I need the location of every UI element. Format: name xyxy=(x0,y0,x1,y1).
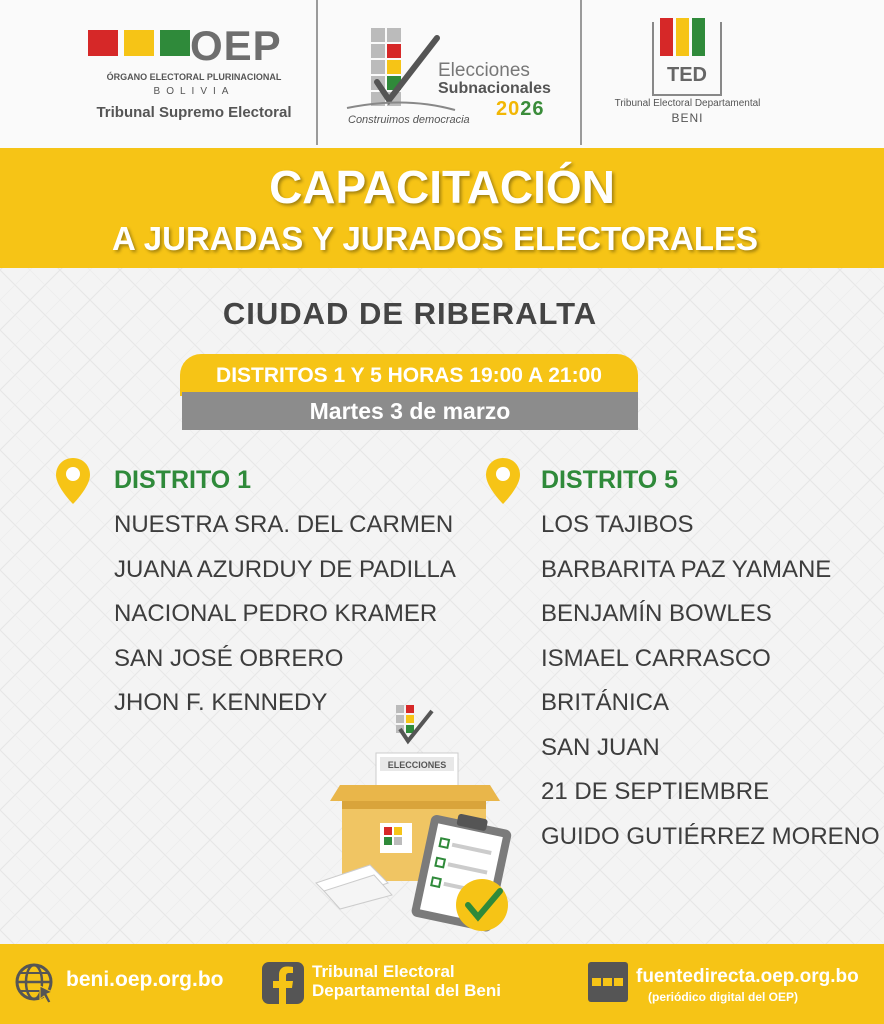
district-1-list xyxy=(114,512,456,735)
list-item: SAN JUAN xyxy=(541,733,660,761)
city-heading: CIUDAD DE RIBERALTA xyxy=(222,296,598,331)
list-item: GUIDO GUTIÉRREZ MORENO xyxy=(541,822,880,850)
list-item: BARBARITA PAZ YAMANE xyxy=(541,555,832,583)
list-item: JHON F. KENNEDY xyxy=(114,689,328,716)
location-pin-icon xyxy=(56,458,90,504)
oep-word: OEP xyxy=(190,22,282,69)
districts-hours-text: DISTRITOS 1 Y 5 HORAS 19:00 A 21:00 xyxy=(216,364,602,387)
header-divider xyxy=(316,0,318,145)
list-item: JUANA AZURDUY DE PADILLA xyxy=(114,555,456,583)
facebook-icon[interactable] xyxy=(262,962,304,1004)
ballot-box-illustration xyxy=(310,705,540,935)
ted-color-bars xyxy=(660,18,705,56)
oep-country: BOLIVIA xyxy=(153,86,235,97)
list-item: BENJAMÍN BOWLES xyxy=(541,600,772,627)
header-divider xyxy=(580,0,582,145)
list-item: 21 DE SEPTIEMBRE xyxy=(541,778,770,805)
list-item: NACIONAL PEDRO KRAMER xyxy=(114,600,438,627)
list-item: NUESTRA SRA. DEL CARMEN xyxy=(114,511,454,538)
location-pin-icon xyxy=(486,458,520,504)
elecciones-word: Elecciones xyxy=(438,60,530,81)
fuente-directa-caption: (periódico digital del OEP) xyxy=(648,990,799,1004)
district-1-title: DISTRITO 1 xyxy=(114,466,252,494)
district-5-list xyxy=(541,512,880,868)
list-item: LOS TAJIBOS xyxy=(541,511,694,538)
facebook-page-name[interactable] xyxy=(312,962,501,1000)
ted-department: BENI xyxy=(671,111,704,125)
fuente-directa-link[interactable]: fuentedirecta.oep.org.bo xyxy=(636,966,859,987)
election-year: 2026 xyxy=(496,98,545,120)
page-title: CAPACITACIÓN xyxy=(269,161,615,213)
subnacionales-word: Subnacionales xyxy=(438,80,551,97)
elecciones-tagline: Construimos democracia xyxy=(348,114,470,126)
date-text: Martes 3 de marzo xyxy=(309,398,511,424)
list-item: BRITÁNICA xyxy=(541,689,670,716)
globe-cursor-icon xyxy=(14,962,58,1006)
facebook-line-1: Tribunal Electoral xyxy=(312,962,455,981)
ted-name: Tribunal Electoral Departamental xyxy=(614,98,761,109)
district-5-title: DISTRITO 5 xyxy=(541,466,679,494)
page-subtitle: A JURADAS Y JURADOS ELECTORALES xyxy=(112,220,759,257)
ted-word: TED xyxy=(667,64,707,86)
website-link[interactable]: beni.oep.org.bo xyxy=(66,968,224,991)
fuente-directa-icon xyxy=(588,962,628,1002)
oep-color-squares xyxy=(88,30,190,56)
ballot-label: ELECCIONES xyxy=(387,760,447,770)
oep-tribunal-name: Tribunal Supremo Electoral xyxy=(96,104,292,121)
list-item: SAN JOSÉ OBRERO xyxy=(114,644,344,672)
oep-organ-name: ÓRGANO ELECTORAL PLURINACIONAL xyxy=(106,72,282,82)
facebook-line-2: Departamental del Beni xyxy=(312,981,501,1000)
list-item: ISMAEL CARRASCO xyxy=(541,644,771,672)
